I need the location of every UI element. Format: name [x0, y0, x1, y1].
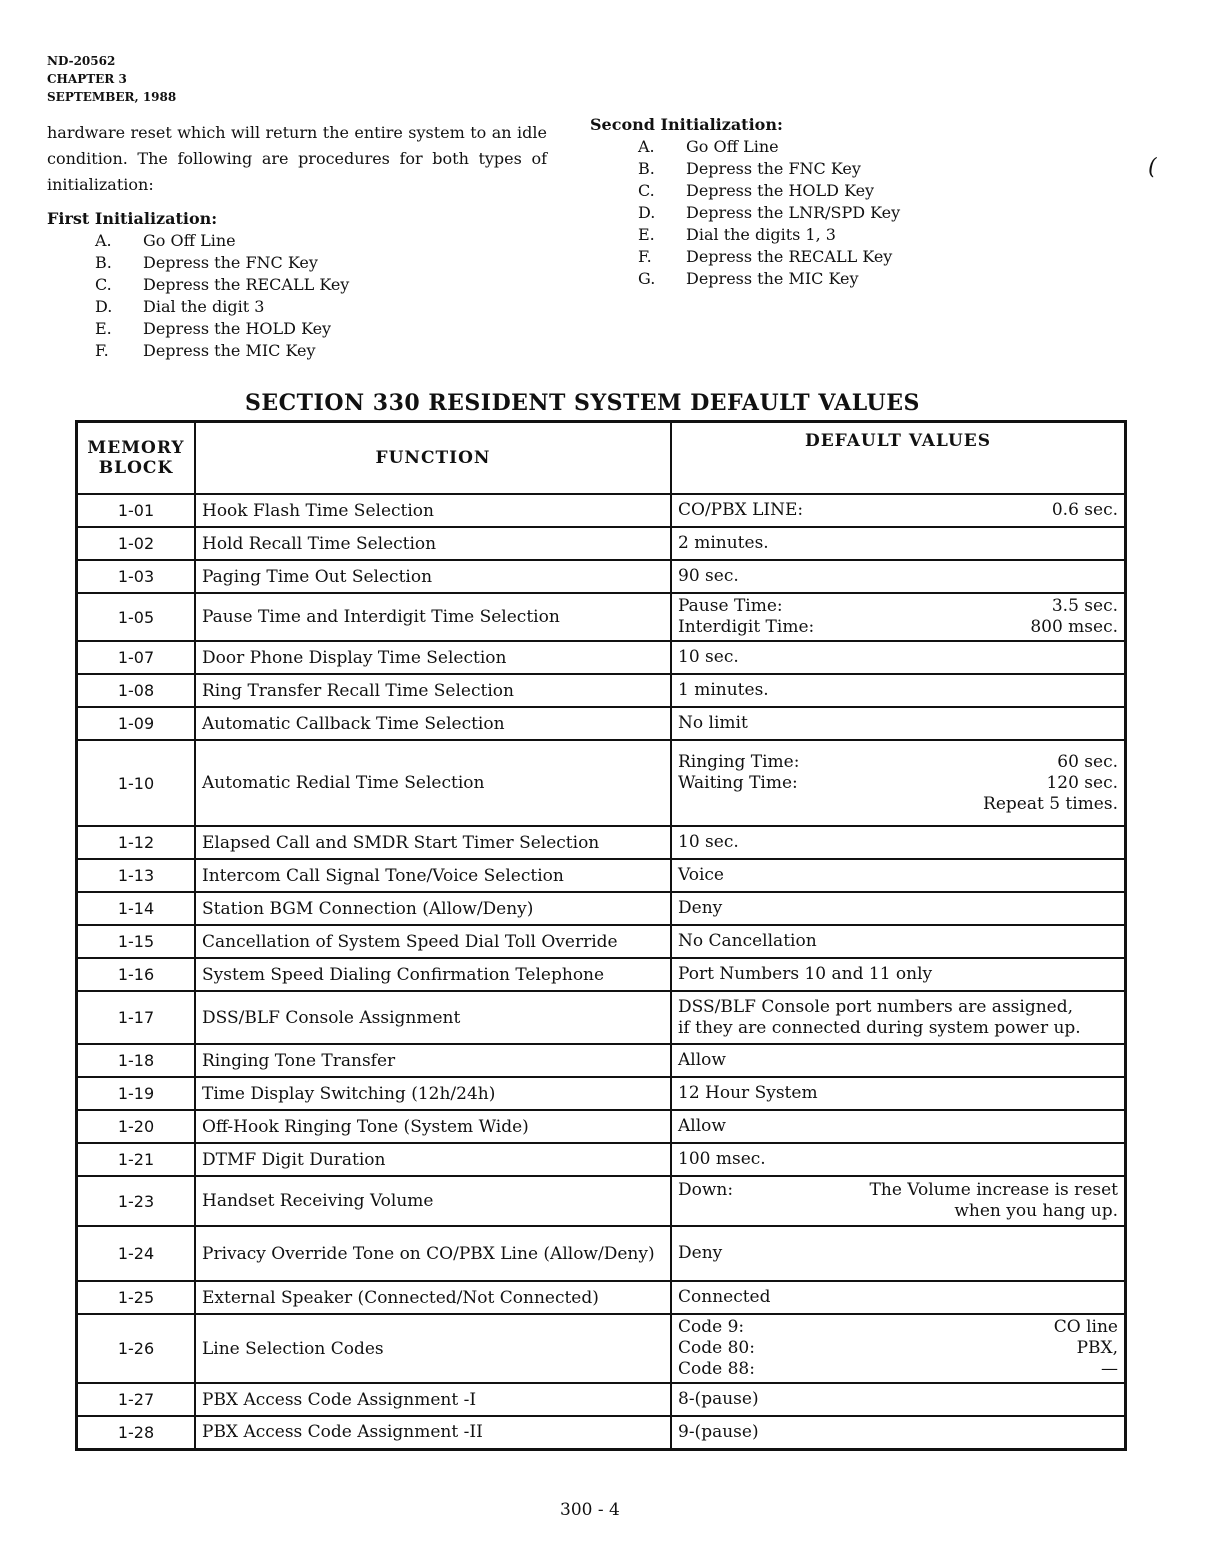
step	[47, 252, 349, 274]
value-line	[678, 832, 1118, 853]
step	[590, 246, 900, 268]
value-line	[678, 1287, 1118, 1308]
step	[590, 136, 900, 158]
value-line	[678, 617, 1118, 638]
value-line	[678, 1338, 1118, 1359]
table-row	[77, 1176, 1126, 1226]
value-line	[678, 1317, 1118, 1338]
value-label: Allow	[678, 1116, 726, 1136]
function: Station BGM Connection (Allow/Deny)	[195, 892, 671, 925]
default-value	[671, 826, 1126, 859]
memory-block: 1-28	[77, 1416, 196, 1449]
function: Handset Receiving Volume	[195, 1176, 671, 1226]
doc-id: ND-20562	[47, 54, 116, 68]
function: Ring Transfer Recall Time Selection	[195, 674, 671, 707]
value-amount: —	[1101, 1359, 1118, 1379]
value-amount: CO line	[1053, 1317, 1118, 1337]
value-label: Deny	[678, 1243, 723, 1263]
section-title: SECTION 330 RESIDENT SYSTEM DEFAULT VALUES	[245, 390, 920, 416]
value-line	[678, 1083, 1118, 1104]
value-label: No Cancellation	[678, 931, 817, 951]
step-letter: C.	[95, 275, 112, 294]
default-values-table	[75, 420, 1127, 1451]
value-label: Connected	[678, 1287, 771, 1307]
memory-block: 1-26	[77, 1314, 196, 1383]
value-label: Down:	[678, 1180, 734, 1200]
step-letter: C.	[638, 181, 655, 200]
function: Off-Hook Ringing Tone (System Wide)	[195, 1110, 671, 1143]
memory-block: 1-23	[77, 1176, 196, 1226]
value-amount: 3.5 sec.	[1051, 596, 1118, 616]
function: Time Display Switching (12h/24h)	[195, 1077, 671, 1110]
step-letter: E.	[638, 225, 655, 244]
memory-block: 1-18	[77, 1044, 196, 1077]
value-label: 1 minutes.	[678, 680, 769, 700]
value-label: 90 sec.	[678, 566, 739, 586]
table-row	[77, 859, 1126, 892]
second-initialization	[590, 114, 900, 290]
step-letter: F.	[95, 341, 109, 360]
table-row	[77, 991, 1126, 1044]
value-amount: The Volume increase is reset	[869, 1180, 1118, 1200]
step	[590, 180, 900, 202]
memory-block: 1-05	[77, 593, 196, 641]
default-value	[671, 958, 1126, 991]
value-line	[678, 566, 1118, 587]
step-text: Depress the FNC Key	[686, 159, 861, 178]
date: SEPTEMBER, 1988	[47, 90, 177, 104]
step-text: Depress the RECALL Key	[686, 247, 893, 266]
step	[47, 230, 349, 252]
value-line	[678, 931, 1118, 952]
function: Privacy Override Tone on CO/PBX Line (Allow/Deny)	[195, 1226, 671, 1281]
value-line	[678, 596, 1118, 617]
table-row	[77, 494, 1126, 527]
step	[590, 224, 900, 246]
step	[590, 158, 900, 180]
step	[590, 202, 900, 224]
table-row	[77, 826, 1126, 859]
default-value	[671, 560, 1126, 593]
value-label: 100 msec.	[678, 1149, 766, 1169]
step-text: Dial the digits 1, 3	[686, 225, 836, 244]
intro-paragraph: hardware reset which will return the entire system to an idle condition. The following are procedures for both types of initialization:	[47, 123, 547, 194]
function: Door Phone Display Time Selection	[195, 641, 671, 674]
step-text: Dial the digit 3	[143, 297, 265, 316]
value-amount: when you hang up.	[954, 1201, 1118, 1221]
step	[47, 340, 349, 362]
step	[47, 318, 349, 340]
value-line	[678, 1018, 1118, 1039]
table-row	[77, 1044, 1126, 1077]
value-label: Port Numbers 10 and 11 only	[678, 964, 933, 984]
step-text: Depress the HOLD Key	[143, 319, 332, 338]
table-row	[77, 1416, 1126, 1449]
first-initialization	[47, 208, 349, 362]
step-text: Depress the MIC Key	[686, 269, 859, 288]
value-label: 8-(pause)	[678, 1389, 759, 1409]
function: System Speed Dialing Confirmation Telephone	[195, 958, 671, 991]
step-letter: B.	[638, 159, 655, 178]
value-label: Ringing Time:	[678, 751, 800, 772]
value-amount: 120 sec.	[1046, 772, 1118, 793]
default-value	[671, 593, 1126, 641]
function: Intercom Call Signal Tone/Voice Selection	[195, 859, 671, 892]
function: External Speaker (Connected/Not Connected)	[195, 1281, 671, 1314]
step	[47, 296, 349, 318]
memory-block: 1-12	[77, 826, 196, 859]
step	[47, 274, 349, 296]
default-value	[671, 1143, 1126, 1176]
step-letter: F.	[638, 247, 652, 266]
default-value	[671, 892, 1126, 925]
default-value	[671, 1383, 1126, 1416]
function: DTMF Digit Duration	[195, 1143, 671, 1176]
table-row	[77, 560, 1126, 593]
default-value	[671, 641, 1126, 674]
step-text: Depress the MIC Key	[143, 341, 316, 360]
function: Line Selection Codes	[195, 1314, 671, 1383]
function: Automatic Redial Time Selection	[195, 740, 671, 826]
value-line	[678, 752, 1118, 773]
table-row	[77, 740, 1126, 826]
value-line	[678, 533, 1118, 554]
header-default-values: DEFAULT VALUES	[671, 422, 1126, 495]
memory-block: 1-09	[77, 707, 196, 740]
value-amount: 800 msec.	[1030, 617, 1118, 637]
margin-mark: (	[1148, 155, 1157, 180]
value-line	[678, 1116, 1118, 1137]
default-value	[671, 707, 1126, 740]
header-memory-block: MEMORY BLOCK	[77, 422, 196, 495]
step-text: Depress the RECALL Key	[143, 275, 350, 294]
memory-block: 1-08	[77, 674, 196, 707]
function: Elapsed Call and SMDR Start Timer Selection	[195, 826, 671, 859]
memory-block: 1-24	[77, 1226, 196, 1281]
default-value	[671, 1226, 1126, 1281]
value-label: 2 minutes.	[678, 533, 769, 553]
value-label: if they are connected during system power up.	[678, 1017, 1081, 1038]
table-row	[77, 707, 1126, 740]
value-line	[678, 647, 1118, 668]
header-function: FUNCTION	[195, 422, 671, 495]
table-header-row	[77, 422, 1126, 495]
value-line	[678, 1422, 1118, 1443]
value-line	[678, 1050, 1118, 1071]
memory-block: 1-01	[77, 494, 196, 527]
function: Hold Recall Time Selection	[195, 527, 671, 560]
memory-block: 1-02	[77, 527, 196, 560]
memory-block: 1-20	[77, 1110, 196, 1143]
value-label: 10 sec.	[678, 647, 739, 667]
value-amount: 60 sec.	[1057, 751, 1118, 772]
table-row	[77, 1314, 1126, 1383]
value-label: No limit	[678, 713, 748, 733]
default-value	[671, 1314, 1126, 1383]
value-amount: PBX,	[1076, 1338, 1118, 1358]
value-amount: 0.6 sec.	[1051, 500, 1118, 520]
step-letter: D.	[95, 297, 113, 316]
value-line	[678, 713, 1118, 734]
step-letter: G.	[638, 269, 656, 288]
memory-block: 1-16	[77, 958, 196, 991]
value-line	[678, 773, 1118, 794]
step-text: Go Off Line	[686, 137, 779, 156]
function: Pause Time and Interdigit Time Selection	[195, 593, 671, 641]
memory-block: 1-13	[77, 859, 196, 892]
function: PBX Access Code Assignment -II	[195, 1416, 671, 1449]
value-label: Allow	[678, 1050, 726, 1070]
memory-block: 1-25	[77, 1281, 196, 1314]
step	[590, 268, 900, 290]
value-line	[678, 794, 1118, 815]
default-value	[671, 925, 1126, 958]
default-value	[671, 527, 1126, 560]
default-value	[671, 494, 1126, 527]
default-value	[671, 859, 1126, 892]
step-text: Depress the FNC Key	[143, 253, 318, 272]
value-label: Voice	[678, 865, 724, 885]
chapter: CHAPTER 3	[47, 72, 127, 86]
value-line	[678, 898, 1118, 919]
value-line	[678, 1389, 1118, 1410]
memory-block: 1-27	[77, 1383, 196, 1416]
step-text: Go Off Line	[143, 231, 236, 250]
step-text: Depress the LNR/SPD Key	[686, 203, 901, 222]
table-row	[77, 1110, 1126, 1143]
value-line	[678, 997, 1118, 1018]
value-label: Pause Time:	[678, 596, 783, 616]
memory-block: 1-03	[77, 560, 196, 593]
default-value	[671, 1077, 1126, 1110]
first-init-title: First Initialization:	[47, 209, 218, 228]
value-label: CO/PBX LINE:	[678, 500, 804, 520]
value-label: Deny	[678, 898, 723, 918]
default-value	[671, 1281, 1126, 1314]
value-line	[678, 1180, 1118, 1201]
table-row	[77, 1077, 1126, 1110]
function: Hook Flash Time Selection	[195, 494, 671, 527]
function: Automatic Callback Time Selection	[195, 707, 671, 740]
table-row	[77, 925, 1126, 958]
default-value	[671, 740, 1126, 826]
value-label: DSS/BLF Console port numbers are assigned,	[678, 996, 1074, 1017]
second-init-title: Second Initialization:	[590, 115, 783, 134]
value-label: 9-(pause)	[678, 1421, 759, 1442]
value-line	[678, 1201, 1118, 1222]
step-letter: A.	[95, 231, 112, 250]
value-line	[678, 500, 1118, 521]
table-row	[77, 641, 1126, 674]
function: PBX Access Code Assignment -I	[195, 1383, 671, 1416]
table-row	[77, 958, 1126, 991]
table-row	[77, 892, 1126, 925]
page-number: 300 - 4	[560, 1500, 620, 1520]
document-header	[47, 52, 176, 106]
default-value	[671, 1044, 1126, 1077]
memory-block: 1-07	[77, 641, 196, 674]
memory-block: 1-17	[77, 991, 196, 1044]
value-label: 10 sec.	[678, 832, 739, 852]
table-row	[77, 1383, 1126, 1416]
default-value	[671, 1110, 1126, 1143]
value-line	[678, 680, 1118, 701]
step-letter: A.	[638, 137, 655, 156]
value-line	[678, 1359, 1118, 1380]
table-row	[77, 593, 1126, 641]
memory-block: 1-21	[77, 1143, 196, 1176]
value-label: Code 88:	[678, 1359, 755, 1379]
table-row	[77, 1281, 1126, 1314]
value-line	[678, 964, 1118, 985]
function: DSS/BLF Console Assignment	[195, 991, 671, 1044]
table-row	[77, 1226, 1126, 1281]
default-value	[671, 1176, 1126, 1226]
value-label: Waiting Time:	[678, 772, 798, 793]
function: Paging Time Out Selection	[195, 560, 671, 593]
default-value	[671, 991, 1126, 1044]
table-row	[77, 674, 1126, 707]
function: Cancellation of System Speed Dial Toll Override	[195, 925, 671, 958]
memory-block: 1-19	[77, 1077, 196, 1110]
value-line	[678, 1149, 1118, 1170]
table-row	[77, 527, 1126, 560]
default-value	[671, 1416, 1126, 1449]
value-label: Code 9:	[678, 1317, 745, 1337]
memory-block: 1-15	[77, 925, 196, 958]
memory-block: 1-10	[77, 740, 196, 826]
value-label: Interdigit Time:	[678, 617, 815, 637]
step-letter: E.	[95, 319, 112, 338]
value-label: Code 80:	[678, 1338, 755, 1358]
value-label: 12 Hour System	[678, 1083, 818, 1103]
table-row	[77, 1143, 1126, 1176]
value-line	[678, 865, 1118, 886]
value-line	[678, 1243, 1118, 1264]
default-value	[671, 674, 1126, 707]
step-text: Depress the HOLD Key	[686, 181, 875, 200]
function: Ringing Tone Transfer	[195, 1044, 671, 1077]
value-amount: Repeat 5 times.	[983, 793, 1118, 814]
step-letter: D.	[638, 203, 656, 222]
step-letter: B.	[95, 253, 112, 272]
memory-block: 1-14	[77, 892, 196, 925]
